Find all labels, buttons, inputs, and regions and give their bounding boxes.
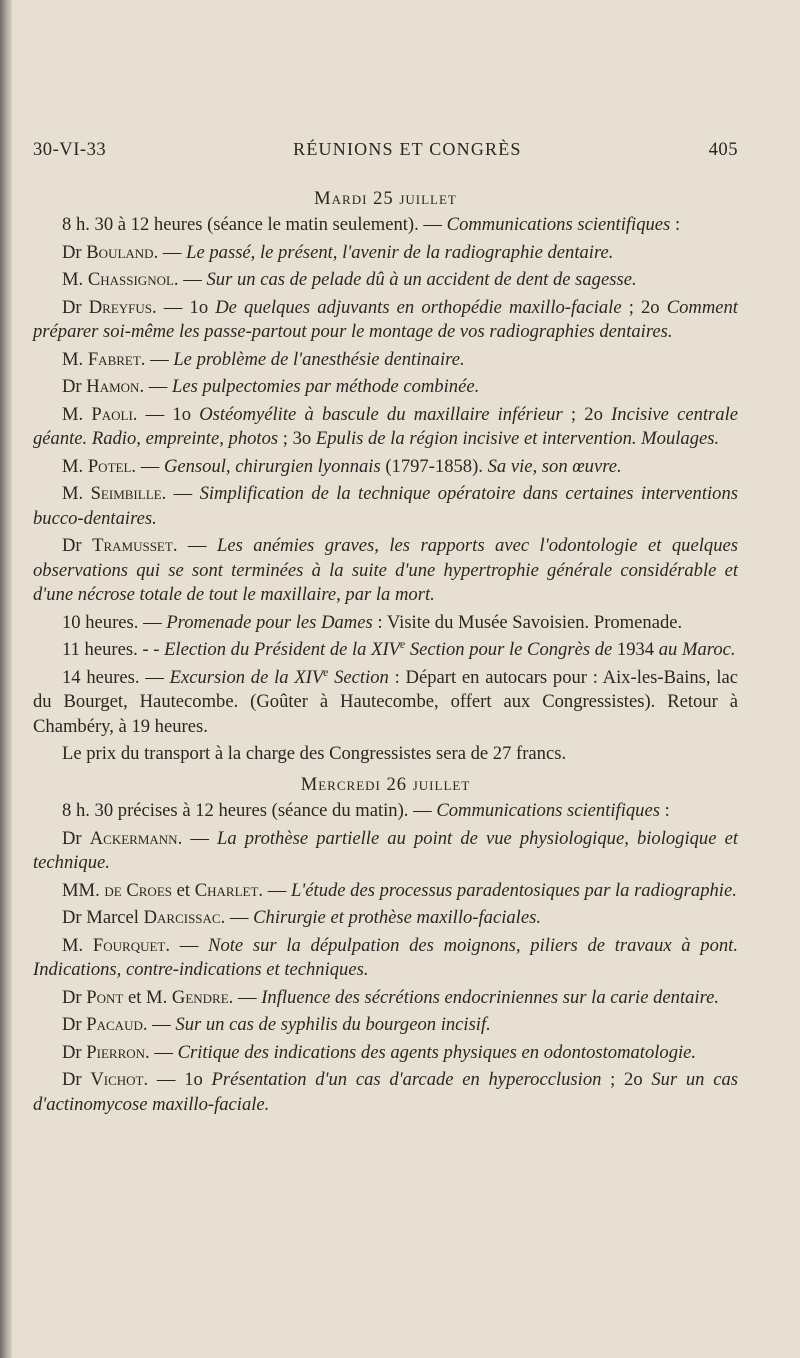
page-number: 405 — [708, 139, 738, 160]
communication-entry: Dr Vichot. — 1o Présentation d'un cas d'arcade en hyperocclusion ; 2o Sur un cas d'actinomycose maxillo-faciale. — [33, 1069, 738, 1115]
communication-entry: M. Fourquet. — Note sur la dépulpation des moignons, piliers de travaux à pont. Indications, contre-indications et techniques. — [33, 934, 738, 980]
communication-entry: Dr Hamon. — Les pulpectomies par méthode combinée. — [62, 376, 480, 397]
communication-entry: MM. de Croes et Charlet. — L'étude des processus paradentosiques par la radiographie. — [62, 879, 737, 901]
communication-entry: Dr Dreyfus. — 1o De quelques adjuvants en orthopédie maxillo-faciale ; 2o Comment préparer soi-même les passe-partout pour le montage de vos radiographies dentaires. — [33, 296, 738, 342]
promenade-entry: 10 heures. — Promenade pour les Dames : Visite du Musée Savoisien. Promenade. — [62, 611, 683, 633]
header-date: 30-VI-33 — [33, 139, 107, 160]
header-title: RÉUNIONS ET CONGRÈS — [293, 139, 522, 159]
day-heading-mercredi: Mercredi 26 juillet — [300, 773, 471, 795]
running-header — [33, 137, 738, 163]
communication-entry: M. Fabret. — Le problème de l'anesthésie dentinaire. — [62, 348, 465, 370]
communication-entry: M. Paoli. — 1o Ostéomyélite à bascule du maxillaire inférieur ; 2o Incisive centrale géante. Radio, empreinte, photos ; 3o Epulis de la région incisive et intervention. Moulages. — [33, 403, 739, 449]
communication-entry: M. Potel. — Gensoul, chirurgien lyonnais (1797-1858). Sa vie, son œuvre. — [62, 455, 622, 477]
communication-entry: M. Seimbille. — Simplification de la technique opératoire dans certaines interventions bucco-dentaires. — [33, 483, 739, 529]
communication-entry: Dr Pacaud. — Sur un cas de syphilis du bourgeon incisif. — [62, 1014, 491, 1035]
excursion-entry: 14 heures. — Excursion de la XIVe Section : Départ en autocars pour : Aix-les-Bains, lac du Bourget, Hautecombe. (Goûter à Hautecombe, offert aux Congressistes). Retour à Chambéry, à 19 heures. — [33, 666, 738, 737]
communication-entry: Dr Pierron. — Critique des indications des agents physiques en odontostomatologie. — [62, 1041, 697, 1063]
communication-entry: M. Chassignol. — Sur un cas de pelade dû à un accident de dent de sagesse. — [62, 269, 637, 290]
document-page — [33, 137, 738, 1120]
communication-entry: Dr Ackermann. — La prothèse partielle au point de vue physiologique, biologique et technique. — [33, 827, 738, 873]
session-intro: 8 h. 30 à 12 heures (séance le matin seulement). — Communications scientifiques : — [62, 214, 681, 235]
transport-note: Le prix du transport à la charge des Congressistes sera de 27 francs. — [62, 743, 567, 764]
communication-entry: Dr Tramusset. — Les anémies graves, les rapports avec l'odontologie et quelques observations qui se sont terminées à la suite d'une hypertrophie générale considérable et d'une nécrose totale de tout le maxillaire, par la mort. — [33, 535, 738, 605]
day-heading-mardi: Mardi 25 juillet — [314, 187, 457, 209]
communication-entry: Dr Bouland. — Le passé, le présent, l'avenir de la radiographie dentaire. — [62, 241, 614, 263]
book-binding-shadow — [0, 0, 12, 1358]
communication-entry: Dr Pont et M. Gendre. — Influence des sécrétions endocriniennes sur la carie dentaire. — [62, 986, 720, 1008]
election-entry: 11 heures. - - Election du Président de la XIVe Section pour le Congrès de 1934 au Maroc. — [62, 638, 736, 660]
session-intro: 8 h. 30 précises à 12 heures (séance du matin). — Communications scientifiques : — [62, 800, 670, 821]
communication-entry: Dr Marcel Darcissac. — Chirurgie et prothèse maxillo-faciales. — [62, 907, 541, 928]
